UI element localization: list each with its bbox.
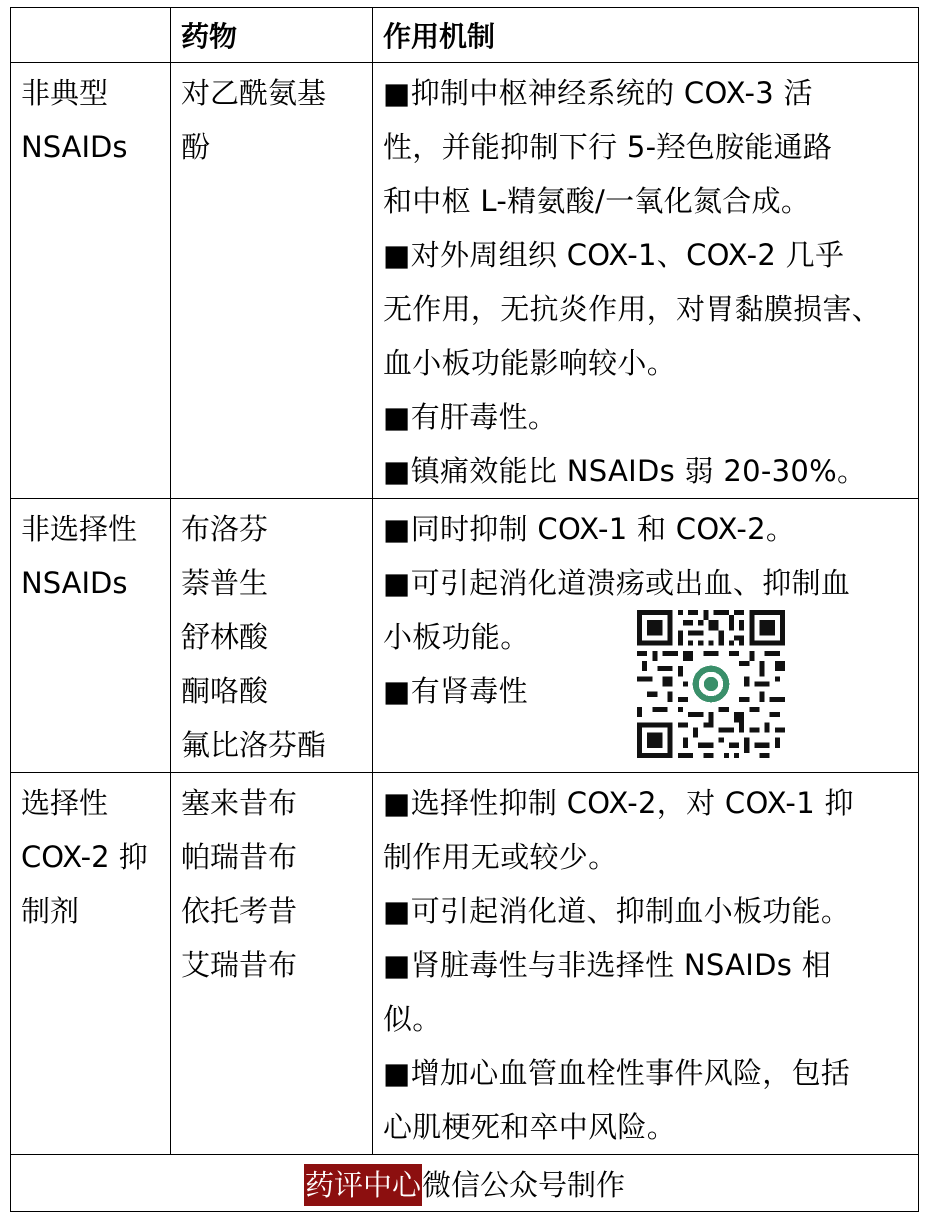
category-line: 非典型 [21,76,109,110]
brand-label: 药评中心 [304,1164,422,1206]
mechanism-line: 性，并能抑制下行 5-羟色胺能通路 [383,130,833,164]
table-row [11,499,919,773]
mechanism-line: 心肌梗死和卒中风险。 [383,1110,677,1144]
footer-row [11,1155,919,1212]
drug-name: 氟比洛芬酯 [181,728,327,762]
category-line: 制剂 [21,894,80,928]
mechanism-line: ■有肝毒性。 [383,400,558,434]
category-line: 非选择性 [21,512,138,546]
drug-name: 对乙酰氨基 [181,76,327,110]
mechanism-line: ■有肾毒性 [383,674,528,708]
drug-name: 萘普生 [181,566,269,600]
category-line: NSAIDs [21,566,128,600]
mechanism-cell [373,499,919,773]
mechanism-cell [373,773,919,1155]
header-drug: 药物 [171,8,373,63]
category-cell [11,773,171,1155]
mechanism-line: ■肾脏毒性与非选择性 NSAIDs 相 [383,948,832,982]
mechanism-line: ■可引起消化道溃疡或出血、抑制血 [383,566,851,600]
mechanism-line: ■对外周组织 COX-1、COX-2 几乎 [383,238,845,272]
drug-cell [171,63,373,499]
category-line: COX-2 抑 [21,840,148,874]
table-row [11,773,919,1155]
category-cell [11,63,171,499]
mechanism-cell [373,63,919,499]
drug-mechanism-table [10,7,919,1212]
mechanism-line: 无作用，无抗炎作用，对胃黏膜损害、 [383,292,882,326]
drug-name: 帕瑞昔布 [181,840,298,874]
mechanism-line: ■可引起消化道、抑制血小板功能。 [383,894,851,928]
header-row [11,8,919,63]
drug-name: 依托考昔 [181,894,298,928]
mechanism-line: 制作用无或较少。 [383,840,618,874]
category-line: 选择性 [21,786,109,820]
category-line: NSAIDs [21,130,128,164]
mechanism-line: 和中枢 L-精氨酸/一氧化氮合成。 [383,184,811,218]
category-cell [11,499,171,773]
mechanism-line: ■增加心血管血栓性事件风险，包括 [383,1056,851,1090]
qr-code-icon [637,610,785,758]
drug-name: 酚 [181,130,211,164]
mechanism-line: ■选择性抑制 COX-2，对 COX-1 抑 [383,786,854,820]
mechanism-line: ■抑制中枢神经系统的 COX-3 活 [383,76,813,110]
mechanism-line: 小板功能。 [383,620,530,654]
drug-name: 酮咯酸 [181,674,269,708]
drug-cell [171,773,373,1155]
header-category [11,8,171,63]
drug-name: 舒林酸 [181,620,269,654]
drug-name: 布洛芬 [181,512,269,546]
header-mechanism: 作用机制 [373,8,919,63]
mechanism-line: 血小板功能影响较小。 [383,346,677,380]
footer-cell [11,1155,919,1212]
drug-name: 艾瑞昔布 [181,948,298,982]
drug-cell [171,499,373,773]
mechanism-line: 似。 [383,1002,442,1036]
mechanism-line: ■同时抑制 COX-1 和 COX-2。 [383,512,796,546]
drug-name: 塞来昔布 [181,786,298,820]
mechanism-line: ■镇痛效能比 NSAIDs 弱 20-30%。 [383,454,867,488]
footer-text: 微信公众号制作 [422,1167,626,1202]
table-row [11,63,919,499]
